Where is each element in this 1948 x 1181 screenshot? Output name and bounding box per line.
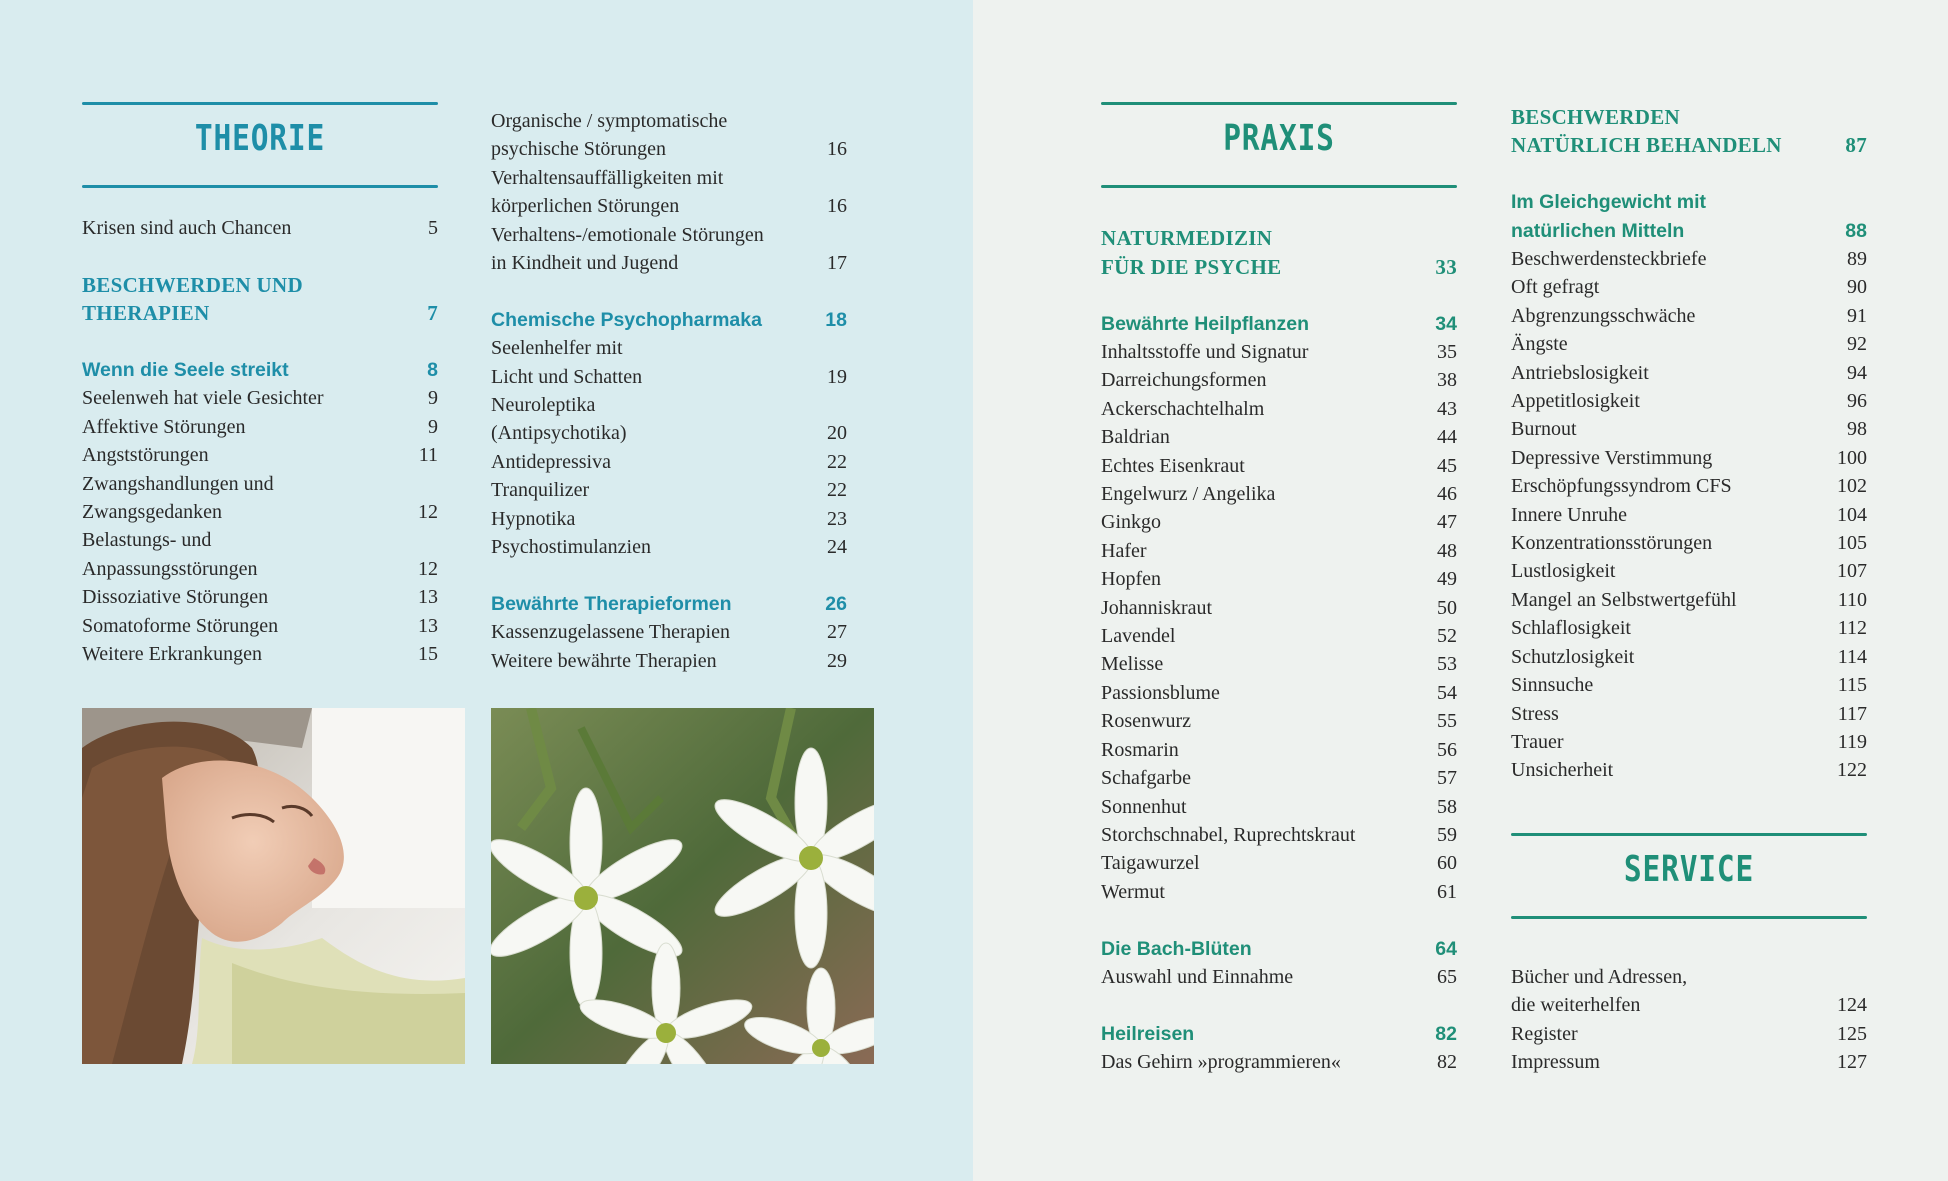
toc-entry-label: Verhaltens-/emotionale Störungen in Kindheit und Jugend — [491, 223, 764, 275]
toc-chapter-heading[interactable] — [1101, 935, 1457, 963]
toc-page-number: 23 — [827, 507, 847, 530]
toc-entry[interactable] — [82, 441, 438, 469]
toc-entry-label: Auswahl und Einnahme — [1101, 965, 1294, 988]
toc-entry[interactable] — [1101, 963, 1457, 991]
toc-page-number: 60 — [1437, 852, 1457, 875]
toc-page-number: 43 — [1437, 397, 1457, 420]
toc-entry[interactable] — [1101, 736, 1457, 764]
toc-section-heading[interactable] — [82, 271, 438, 328]
toc-page-number: 5 — [428, 217, 438, 239]
theorie-banner — [82, 102, 438, 188]
right-page — [973, 0, 1948, 1181]
toc-entry-label: Register — [1511, 1022, 1578, 1045]
toc-entry-label: Affektive Störungen — [82, 415, 246, 438]
toc-spacer — [82, 328, 438, 356]
toc-page-number: 45 — [1437, 454, 1457, 477]
toc-page-number: 17 — [827, 252, 847, 275]
theorie-toc-list-1 — [82, 214, 438, 668]
toc-entry[interactable] — [1511, 671, 1867, 699]
toc-page-number: 57 — [1437, 767, 1457, 790]
toc-entry-label: Lustlosigkeit — [1511, 560, 1616, 583]
toc-entry[interactable] — [82, 214, 438, 242]
toc-page-number: 16 — [827, 138, 847, 161]
toc-entry-label: Oft gefragt — [1511, 276, 1600, 299]
toc-entry[interactable] — [1511, 557, 1867, 585]
toc-page-number: 52 — [1437, 625, 1457, 648]
toc-entry-label: Appetitlosigkeit — [1511, 390, 1640, 413]
toc-entry[interactable] — [491, 647, 847, 675]
toc-page-number: 59 — [1437, 823, 1457, 846]
toc-entry[interactable] — [1511, 302, 1867, 330]
toc-page-number: 122 — [1837, 759, 1867, 782]
toc-entry-label: Antriebslosigkeit — [1511, 361, 1649, 384]
service-banner — [1511, 833, 1867, 919]
banner-rule-bottom — [82, 185, 438, 188]
toc-entry-label: Echtes Eisenkraut — [1101, 454, 1245, 477]
toc-entry[interactable] — [491, 164, 847, 221]
toc-entry[interactable] — [1101, 821, 1457, 849]
toc-entry[interactable] — [1101, 849, 1457, 877]
toc-entry[interactable] — [1511, 415, 1867, 443]
toc-page-number: 9 — [428, 415, 438, 438]
toc-chapter-heading[interactable] — [82, 356, 438, 384]
toc-entry[interactable] — [1511, 1020, 1867, 1048]
toc-entry-label: Stress — [1511, 702, 1559, 725]
toc-page-number: 34 — [1435, 312, 1457, 335]
toc-entry-label: Seelenweh hat viele Gesichter — [82, 387, 324, 410]
toc-entry[interactable] — [82, 526, 438, 583]
toc-entry[interactable] — [491, 448, 847, 476]
theorie-column-1 — [82, 102, 438, 668]
toc-page-number: 89 — [1847, 248, 1867, 271]
toc-entry-label: Kassenzugelassene Therapien — [491, 621, 730, 644]
toc-entry-label: Sonnenhut — [1101, 795, 1187, 818]
toc-entry-label: Wenn die Seele streikt — [82, 359, 289, 381]
toc-entry-label: Depressive Verstimmung — [1511, 446, 1713, 469]
toc-page-number: 115 — [1837, 674, 1867, 697]
toc-entry-label: Erschöpfungssyndrom CFS — [1511, 475, 1732, 498]
toc-page-number: 110 — [1837, 588, 1867, 611]
toc-page-number: 91 — [1847, 304, 1867, 327]
toc-entry-label: Neuroleptika (Antipsychotika) — [491, 394, 627, 445]
toc-page-number: 100 — [1837, 446, 1867, 469]
left-page — [0, 0, 973, 1181]
praxis-title: PRAXIS — [1223, 118, 1335, 159]
toc-entry[interactable] — [1511, 245, 1867, 273]
toc-page-number: 44 — [1437, 426, 1457, 449]
banner-rule-bottom — [1101, 185, 1457, 188]
toc-entry[interactable] — [1101, 423, 1457, 451]
toc-entry-label: Inhaltsstoffe und Signatur — [1101, 341, 1309, 363]
toc-entry[interactable] — [82, 470, 438, 527]
toc-entry[interactable] — [1101, 537, 1457, 565]
toc-entry[interactable] — [1511, 1048, 1867, 1076]
toc-entry[interactable] — [82, 640, 438, 668]
toc-entry[interactable] — [1101, 793, 1457, 821]
toc-entry-label: Die Bach-Blüten — [1101, 937, 1252, 960]
toc-entry-label: Belastungs- und Anpassungsstörungen — [82, 529, 258, 580]
toc-entry[interactable] — [1101, 508, 1457, 536]
toc-page-number: 98 — [1847, 418, 1867, 441]
toc-spacer — [82, 242, 438, 270]
toc-entry[interactable] — [82, 413, 438, 441]
toc-entry[interactable] — [82, 583, 438, 611]
toc-page-number: 18 — [825, 308, 847, 331]
toc-entry[interactable] — [1101, 1048, 1457, 1076]
photo-relaxing-woman — [82, 708, 465, 1064]
service-title: SERVICE — [1623, 848, 1755, 890]
toc-entry-label: Weitere Erkrankungen — [82, 643, 262, 666]
toc-page-number: 53 — [1437, 653, 1457, 676]
toc-page-number: 7 — [427, 301, 438, 326]
toc-entry[interactable] — [491, 334, 847, 391]
toc-entry-label: Angststörungen — [82, 444, 209, 467]
toc-page-number: 65 — [1437, 965, 1457, 988]
toc-page-number: 64 — [1435, 937, 1457, 960]
toc-entry-label: Ginkgo — [1101, 511, 1161, 534]
toc-entry-label: Bewährte Heilpflanzen — [1101, 312, 1310, 335]
toc-entry-label: Weitere bewährte Therapien — [491, 649, 717, 672]
toc-entry-label: Ängste — [1511, 333, 1568, 356]
toc-entry-label: Seelenhelfer mit Licht und Schatten — [491, 337, 643, 388]
toc-page-number: 38 — [1437, 369, 1457, 392]
toc-entry[interactable] — [1511, 963, 1867, 1020]
toc-page-number: 105 — [1837, 532, 1867, 555]
banner-rule-top — [1101, 102, 1457, 105]
toc-page-number: 90 — [1847, 276, 1867, 299]
toc-page-number: 114 — [1837, 645, 1867, 668]
toc-page-number: 58 — [1437, 795, 1457, 818]
toc-entry-label: Schafgarbe — [1101, 767, 1191, 790]
toc-entry[interactable] — [491, 107, 847, 164]
toc-entry-label: Krisen sind auch Chancen — [82, 217, 292, 239]
toc-page-number: 12 — [418, 501, 438, 524]
toc-entry[interactable] — [491, 221, 847, 278]
toc-entry-label: Chemische Psychopharmaka — [491, 308, 762, 331]
toc-entry[interactable] — [491, 618, 847, 646]
toc-entry[interactable] — [1101, 480, 1457, 508]
toc-entry[interactable] — [1101, 622, 1457, 650]
toc-entry-label: Wermut — [1101, 880, 1165, 903]
toc-page-number: 82 — [1435, 1022, 1457, 1045]
toc-entry[interactable] — [82, 612, 438, 640]
toc-entry[interactable] — [1511, 700, 1867, 728]
toc-page-number: 9 — [428, 387, 438, 410]
toc-page-number: 16 — [827, 195, 847, 218]
toc-page-number: 29 — [827, 649, 847, 672]
toc-entry-label: Beschwerdensteckbriefe — [1511, 248, 1707, 271]
toc-page-number: 94 — [1847, 361, 1867, 384]
toc-entry-label: BESCHWERDEN UND THERAPIEN — [82, 272, 303, 326]
toc-page-number: 13 — [418, 614, 438, 637]
toc-entry[interactable] — [491, 391, 847, 448]
toc-entry[interactable] — [1101, 452, 1457, 480]
toc-page-number: 117 — [1837, 702, 1867, 725]
toc-entry-label: Abgrenzungsschwäche — [1511, 304, 1696, 327]
theorie-title: THEORIE — [194, 118, 326, 159]
praxis-toc-list-2 — [1511, 103, 1867, 785]
toc-entry[interactable] — [1511, 614, 1867, 642]
toc-page-number: 112 — [1837, 617, 1867, 640]
toc-entry-label: Psychostimulanzien — [491, 536, 651, 559]
toc-entry-label: Im Gleichgewicht mit natürlichen Mitteln — [1511, 191, 1707, 242]
toc-entry[interactable] — [1101, 650, 1457, 678]
toc-entry-label: Somatoforme Störungen — [82, 614, 279, 637]
toc-page-number: 125 — [1837, 1022, 1867, 1045]
toc-entry-label: Sinnsuche — [1511, 674, 1594, 697]
toc-entry-label: Ackerschachtelhalm — [1101, 397, 1265, 420]
toc-page-number: 15 — [418, 643, 438, 666]
toc-entry[interactable] — [1511, 728, 1867, 756]
toc-page-number: 48 — [1437, 539, 1457, 562]
toc-entry-label: Hypnotika — [491, 507, 576, 530]
toc-page-number: 50 — [1437, 596, 1457, 619]
toc-entry[interactable] — [1511, 330, 1867, 358]
toc-entry-label: Passionsblume — [1101, 681, 1220, 704]
toc-entry-label: Bücher und Adressen, die weiterhelfen — [1511, 965, 1688, 1017]
photo-white-flowers — [491, 708, 874, 1064]
toc-entry-label: Hopfen — [1101, 568, 1161, 591]
toc-entry[interactable] — [1101, 764, 1457, 792]
toc-entry-label: Johanniskraut — [1101, 596, 1213, 619]
praxis-toc-list-1 — [1101, 196, 1457, 1077]
toc-entry-label: Bewährte Therapieformen — [491, 592, 732, 615]
toc-entry-label: Melisse — [1101, 653, 1164, 676]
toc-entry[interactable] — [491, 476, 847, 504]
toc-entry-label: Schutzlosigkeit — [1511, 645, 1635, 668]
toc-entry-label: Rosmarin — [1101, 738, 1179, 761]
toc-entry[interactable] — [1101, 594, 1457, 622]
toc-page-number: 61 — [1437, 880, 1457, 903]
banner-rule-top — [82, 102, 438, 105]
praxis-banner — [1101, 102, 1457, 188]
toc-page-number: 13 — [418, 586, 438, 609]
theorie-toc-list-2 — [491, 107, 847, 675]
toc-page-number: 87 — [1845, 133, 1867, 158]
toc-chapter-heading[interactable] — [1101, 310, 1457, 338]
toc-page-number: 27 — [827, 621, 847, 644]
toc-entry[interactable] — [1511, 359, 1867, 387]
toc-entry-label: NATURMEDIZIN FÜR DIE PSYCHE — [1101, 226, 1282, 279]
toc-entry[interactable] — [1511, 444, 1867, 472]
toc-entry[interactable] — [82, 384, 438, 412]
praxis-column-1 — [1101, 102, 1457, 1077]
toc-spacer — [491, 561, 847, 589]
toc-entry[interactable] — [1101, 338, 1457, 366]
toc-entry[interactable] — [1101, 679, 1457, 707]
toc-page-number: 49 — [1437, 568, 1457, 591]
toc-entry-label: Rosenwurz — [1101, 710, 1191, 733]
toc-entry-label: Darreichungsformen — [1101, 369, 1267, 392]
toc-entry-label: Storchschnabel, Ruprechtskraut — [1101, 823, 1356, 846]
toc-page-number: 22 — [827, 479, 847, 502]
toc-page-number: 46 — [1437, 483, 1457, 506]
toc-entry-label: Antidepressiva — [491, 450, 611, 473]
toc-page-number: 47 — [1437, 511, 1457, 534]
toc-page-number: 88 — [1845, 219, 1867, 242]
toc-entry-label: Tranquilizer — [491, 479, 590, 502]
toc-entry[interactable] — [491, 533, 847, 561]
toc-entry-label: Mangel an Selbstwertgefühl — [1511, 588, 1737, 611]
toc-chapter-heading[interactable] — [491, 306, 847, 334]
toc-entry-label: Innere Unruhe — [1511, 503, 1628, 526]
toc-chapter-heading[interactable] — [491, 590, 847, 618]
toc-page-number: 22 — [827, 450, 847, 473]
toc-entry-label: Dissoziative Störungen — [82, 586, 269, 609]
toc-page-number: 96 — [1847, 390, 1867, 413]
banner-rule-bottom — [1511, 916, 1867, 919]
toc-entry-label: Schlaflosigkeit — [1511, 617, 1631, 640]
toc-entry[interactable] — [1101, 707, 1457, 735]
toc-page-number: 24 — [827, 536, 847, 559]
toc-entry-label: Heilreisen — [1101, 1022, 1195, 1045]
toc-entry-label: Lavendel — [1101, 625, 1176, 648]
toc-entry-label: Impressum — [1511, 1050, 1600, 1073]
toc-entry-label: Trauer — [1511, 730, 1564, 753]
toc-entry[interactable] — [1511, 756, 1867, 784]
toc-page-number: 54 — [1437, 681, 1457, 704]
toc-section-heading[interactable] — [1101, 224, 1457, 281]
toc-chapter-heading[interactable] — [1101, 1020, 1457, 1048]
toc-chapter-heading[interactable] — [1511, 188, 1867, 245]
toc-entry[interactable] — [1511, 529, 1867, 557]
toc-page-number: 55 — [1437, 710, 1457, 733]
toc-entry[interactable] — [1101, 366, 1457, 394]
toc-page-number: 26 — [825, 592, 847, 615]
toc-page-number: 8 — [427, 359, 438, 381]
toc-page-number: 124 — [1837, 994, 1867, 1017]
toc-entry[interactable] — [1511, 643, 1867, 671]
theorie-column-2 — [491, 107, 847, 675]
toc-entry[interactable] — [1101, 565, 1457, 593]
toc-spacer — [1101, 991, 1457, 1019]
toc-page-number: 104 — [1837, 503, 1867, 526]
banner-rule-top — [1511, 833, 1867, 836]
toc-page-number: 107 — [1837, 560, 1867, 583]
toc-entry[interactable] — [1101, 395, 1457, 423]
praxis-column-2 — [1511, 103, 1867, 1076]
toc-entry-label: Verhaltensauffälligkeiten mit körperlichen Störungen — [491, 166, 724, 218]
toc-page-number: 102 — [1837, 475, 1867, 498]
flowers-illustration — [491, 708, 874, 1064]
toc-entry-label: Konzentrationsstörungen — [1511, 532, 1713, 555]
woman-illustration — [82, 708, 465, 1064]
toc-entry-label: Engelwurz / Angelika — [1101, 483, 1276, 506]
toc-spacer — [1101, 281, 1457, 309]
toc-entry-label: BESCHWERDEN NATÜRLICH BEHANDELN — [1511, 105, 1782, 158]
toc-entry-label: Burnout — [1511, 418, 1577, 441]
toc-entry-label: Das Gehirn »programmieren« — [1101, 1051, 1341, 1074]
toc-entry[interactable] — [491, 505, 847, 533]
toc-entry-label: Zwangshandlungen und Zwangsgedanken — [82, 472, 274, 524]
toc-page-number: 56 — [1437, 738, 1457, 761]
toc-page-number: 20 — [827, 422, 847, 445]
toc-entry[interactable] — [1511, 586, 1867, 614]
service-toc-list — [1511, 963, 1867, 1077]
toc-page-number: 92 — [1847, 333, 1867, 356]
toc-entry[interactable] — [1511, 501, 1867, 529]
toc-entry-label: Unsicherheit — [1511, 759, 1614, 782]
toc-page-number: 82 — [1437, 1051, 1457, 1074]
toc-entry[interactable] — [1511, 472, 1867, 500]
toc-page-number: 119 — [1837, 730, 1867, 753]
toc-spacer — [491, 277, 847, 305]
toc-page-number: 11 — [418, 444, 438, 467]
toc-entry-label: Taigawurzel — [1101, 852, 1200, 875]
toc-entry[interactable] — [1511, 387, 1867, 415]
toc-entry[interactable] — [1511, 273, 1867, 301]
toc-entry[interactable] — [1101, 878, 1457, 906]
toc-page-number: 127 — [1837, 1050, 1867, 1073]
toc-spacer — [1101, 906, 1457, 934]
toc-section-heading[interactable] — [1511, 103, 1867, 160]
toc-spacer — [1101, 196, 1457, 224]
toc-page-number: 33 — [1435, 254, 1457, 279]
toc-entry-label: Organische / symptomatische psychische Störungen — [491, 110, 728, 161]
toc-entry-label: Baldrian — [1101, 426, 1170, 449]
toc-spacer — [1511, 160, 1867, 188]
toc-page-number: 35 — [1437, 341, 1457, 363]
toc-page-number: 12 — [418, 557, 438, 580]
toc-page-number: 19 — [827, 365, 847, 388]
toc-entry-label: Hafer — [1101, 539, 1147, 562]
